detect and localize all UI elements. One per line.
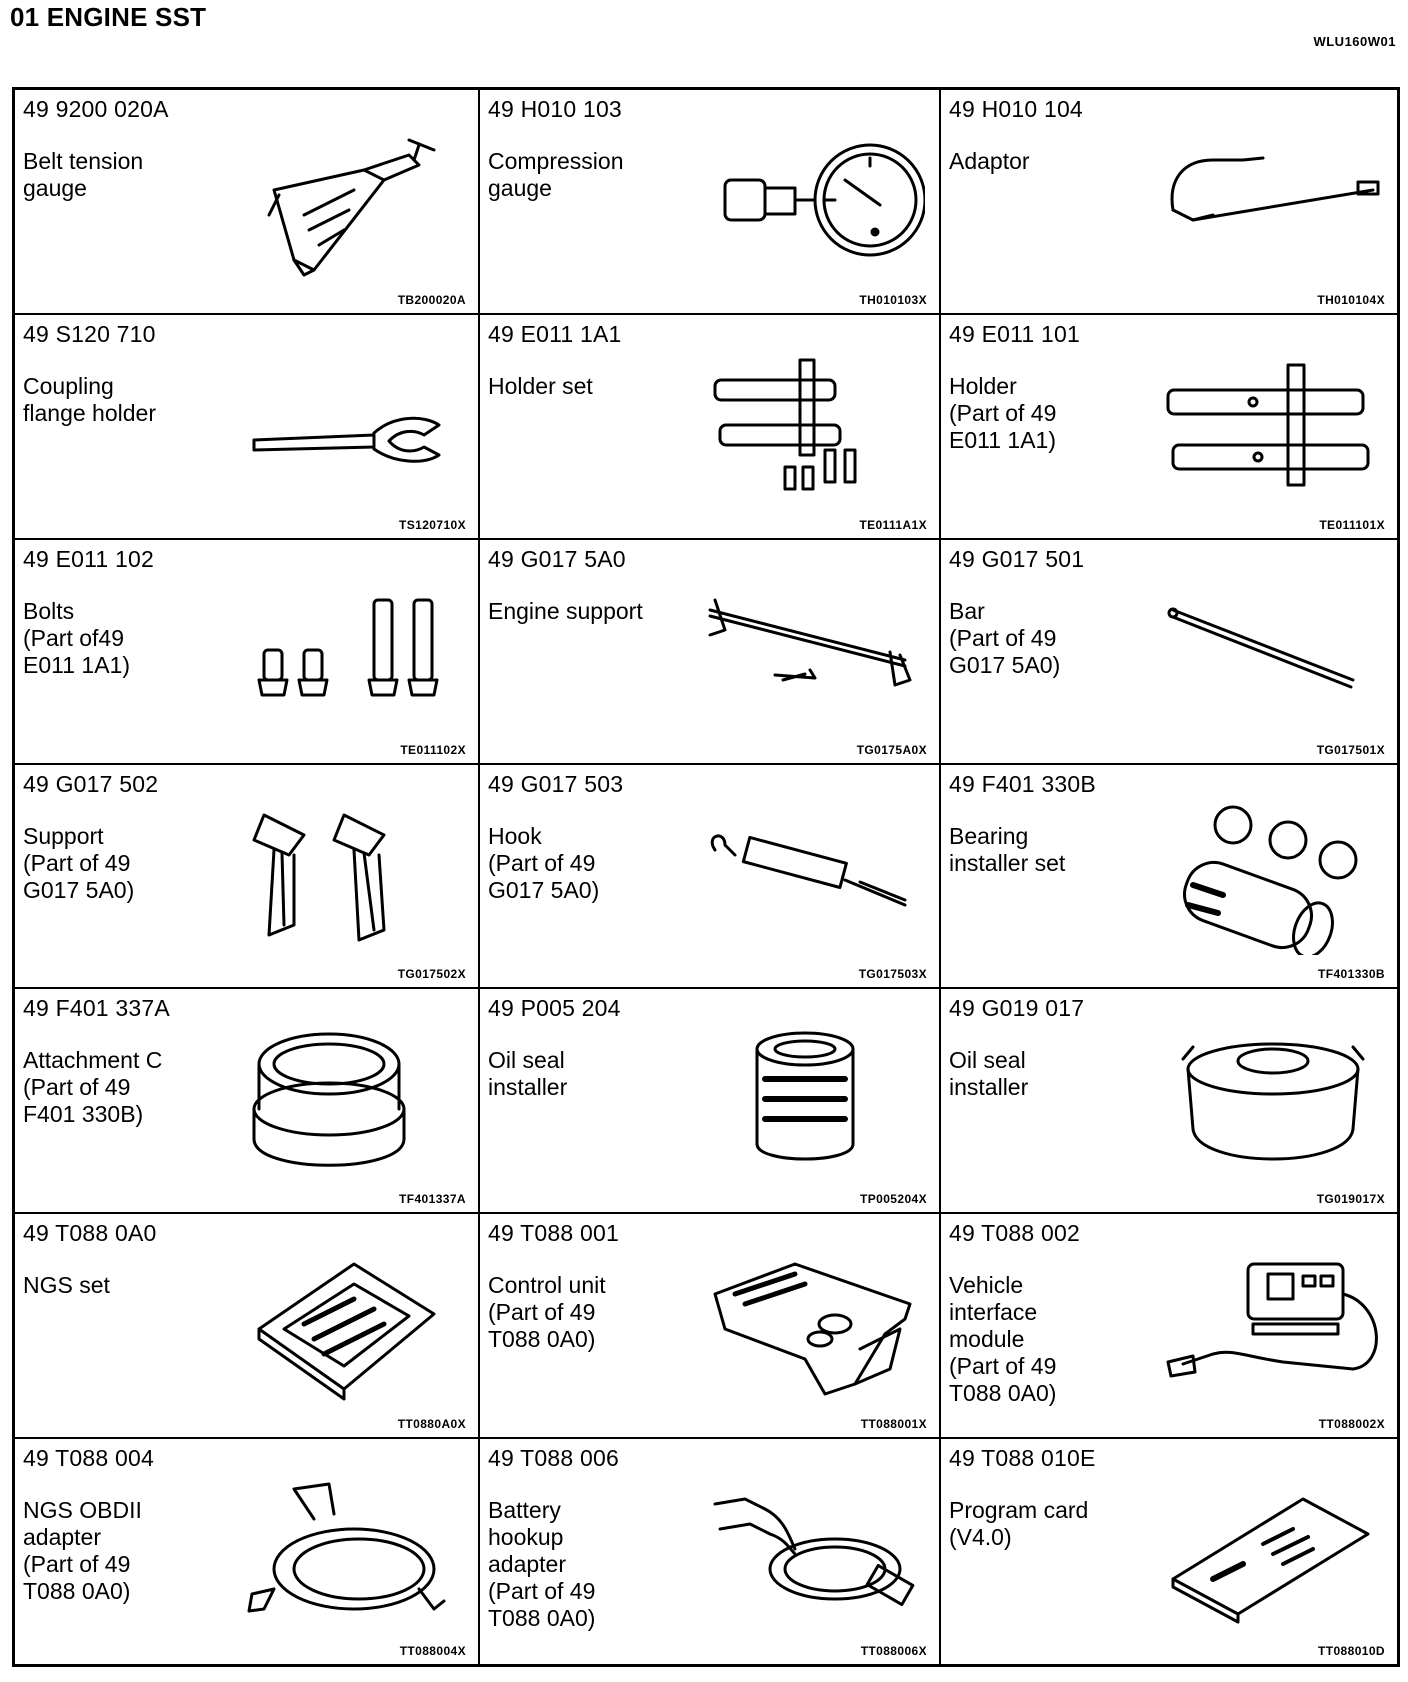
part-number: 49 9200 020A bbox=[23, 96, 169, 122]
interface-module-icon bbox=[1153, 1244, 1383, 1404]
figure-code: TH010104X bbox=[1317, 292, 1385, 307]
tool-cell bbox=[480, 1439, 941, 1664]
tool-cell bbox=[15, 1439, 480, 1664]
figure-code: TE011102X bbox=[400, 742, 466, 757]
holder-set-icon bbox=[695, 345, 925, 505]
tool-cell bbox=[15, 1214, 480, 1439]
figure-code: TG0175A0X bbox=[856, 742, 927, 757]
tool-name: Belt tension gauge bbox=[23, 148, 144, 201]
figure-code: TP005204X bbox=[860, 1192, 927, 1207]
tool-cell bbox=[15, 540, 480, 765]
part-number: 49 H010 103 bbox=[488, 96, 622, 122]
hook-icon bbox=[695, 795, 925, 955]
part-number: 49 G017 5A0 bbox=[488, 545, 626, 572]
tool-cell bbox=[941, 1439, 1397, 1664]
part-number: 49 T088 002 bbox=[949, 1220, 1080, 1247]
figure-code: TG017502X bbox=[397, 967, 466, 982]
tool-name: Oil seal installer bbox=[949, 1047, 1029, 1101]
control-unit-icon bbox=[695, 1244, 925, 1404]
part-number: 49 E011 101 bbox=[949, 320, 1080, 347]
tool-name: Bolts (Part of49 E011 1A1) bbox=[23, 597, 130, 678]
tool-cell bbox=[480, 540, 941, 765]
tool-cell bbox=[941, 765, 1397, 990]
part-number: 49 S120 710 bbox=[23, 320, 156, 347]
oil-seal-installer-cap-icon bbox=[1153, 1019, 1383, 1179]
figure-code: TG017501X bbox=[1316, 742, 1385, 757]
tool-cell bbox=[15, 765, 480, 990]
figure-code: TF401330B bbox=[1318, 967, 1385, 982]
part-number: 49 T088 004 bbox=[23, 1445, 154, 1472]
figure-code: TS120710X bbox=[399, 517, 466, 532]
tool-name: Oil seal installer bbox=[488, 1047, 568, 1101]
tool-name: Holder set bbox=[488, 372, 593, 399]
tool-cell bbox=[480, 765, 941, 990]
tool-cell bbox=[15, 90, 480, 315]
program-card-icon bbox=[1153, 1469, 1383, 1629]
battery-clamp-icon bbox=[695, 1469, 925, 1629]
support-icon bbox=[234, 795, 464, 955]
figure-code: TT088002X bbox=[1318, 1417, 1385, 1432]
engine-support-icon bbox=[695, 570, 925, 730]
part-number: 49 E011 102 bbox=[23, 545, 154, 572]
flange-holder-icon bbox=[234, 345, 464, 505]
adaptor-hose-icon bbox=[1153, 120, 1383, 280]
tool-name: Attachment C (Part of 49 F401 330B) bbox=[23, 1047, 163, 1128]
part-number: 49 T088 010E bbox=[949, 1445, 1096, 1472]
page-title: 01 ENGINE SST bbox=[10, 2, 207, 32]
tool-cell bbox=[941, 315, 1397, 540]
part-number: 49 F401 337A bbox=[23, 995, 170, 1022]
tool-name: Holder (Part of 49 E011 1A1) bbox=[949, 372, 1057, 453]
bearing-installer-icon bbox=[1153, 795, 1383, 955]
part-number: 49 G017 501 bbox=[949, 545, 1085, 572]
figure-code: TE011101X bbox=[1319, 517, 1385, 532]
figure-code: TG019017X bbox=[1316, 1192, 1385, 1207]
bar-icon bbox=[1153, 570, 1383, 730]
figure-code: TG017503X bbox=[858, 967, 927, 982]
tool-name: Compression gauge bbox=[488, 148, 624, 201]
compression-gauge-icon bbox=[695, 120, 925, 280]
part-number: 49 G017 503 bbox=[488, 770, 624, 797]
figure-code: TT088001X bbox=[860, 1417, 927, 1432]
tool-name: Program card (V4.0) bbox=[949, 1497, 1089, 1551]
figure-code: TE0111A1X bbox=[859, 517, 927, 532]
tool-name: NGS OBDII adapter (Part of 49 T088 0A0) bbox=[23, 1497, 142, 1605]
tool-name: Battery hookup adapter (Part of 49 T088 0A0) bbox=[488, 1497, 596, 1632]
part-number: 49 H010 104 bbox=[949, 96, 1083, 122]
attachment-ring-icon bbox=[234, 1019, 464, 1179]
tool-name: Vehicle interface module (Part of 49 T088 0A0) bbox=[949, 1272, 1057, 1407]
tool-name: Adaptor bbox=[949, 148, 1030, 174]
part-number: 49 T088 001 bbox=[488, 1220, 619, 1247]
tool-cell bbox=[941, 1214, 1397, 1439]
figure-code: TH010103X bbox=[859, 292, 927, 307]
tool-name: Bar (Part of 49 G017 5A0) bbox=[949, 597, 1061, 678]
tool-name: Control unit (Part of 49 T088 0A0) bbox=[488, 1272, 606, 1353]
tool-name: Hook (Part of 49 G017 5A0) bbox=[488, 822, 600, 903]
part-number: 49 T088 006 bbox=[488, 1445, 619, 1472]
part-number: 49 G019 017 bbox=[949, 995, 1085, 1022]
tool-cell bbox=[941, 989, 1397, 1214]
figure-code: TT0880A0X bbox=[397, 1417, 466, 1432]
ngs-case-icon bbox=[234, 1244, 464, 1404]
bolts-icon bbox=[234, 570, 464, 730]
sst-table bbox=[12, 87, 1400, 1667]
part-number: 49 F401 330B bbox=[949, 770, 1096, 797]
oil-seal-installer-icon bbox=[695, 1019, 925, 1179]
tool-cell bbox=[941, 540, 1397, 765]
figure-code: TF401337A bbox=[399, 1192, 466, 1207]
tool-name: Support (Part of 49 G017 5A0) bbox=[23, 822, 135, 903]
figure-code: TT088010D bbox=[1318, 1644, 1385, 1658]
document-code: WLU160W01 bbox=[1313, 34, 1396, 49]
tool-name: Engine support bbox=[488, 597, 643, 624]
tool-cell bbox=[941, 90, 1397, 315]
part-number: 49 E011 1A1 bbox=[488, 320, 622, 347]
part-number: 49 T088 0A0 bbox=[23, 1220, 157, 1247]
figure-code: TT088004X bbox=[399, 1644, 466, 1658]
figure-code: TB200020A bbox=[397, 292, 466, 307]
tool-cell bbox=[480, 90, 941, 315]
tool-cell bbox=[480, 989, 941, 1214]
obd-cable-icon bbox=[234, 1469, 464, 1629]
tool-name: NGS set bbox=[23, 1272, 110, 1299]
tool-cell bbox=[15, 989, 480, 1214]
figure-code: TT088006X bbox=[860, 1644, 927, 1658]
tool-name: Bearing installer set bbox=[949, 822, 1066, 876]
part-number: 49 P005 204 bbox=[488, 995, 621, 1022]
belt-tension-gauge-icon bbox=[234, 120, 464, 280]
tool-name: Coupling flange holder bbox=[23, 372, 156, 426]
tool-cell bbox=[480, 1214, 941, 1439]
tool-cell bbox=[15, 315, 480, 540]
tool-cell bbox=[480, 315, 941, 540]
holder-icon bbox=[1153, 345, 1383, 505]
part-number: 49 G017 502 bbox=[23, 770, 159, 797]
